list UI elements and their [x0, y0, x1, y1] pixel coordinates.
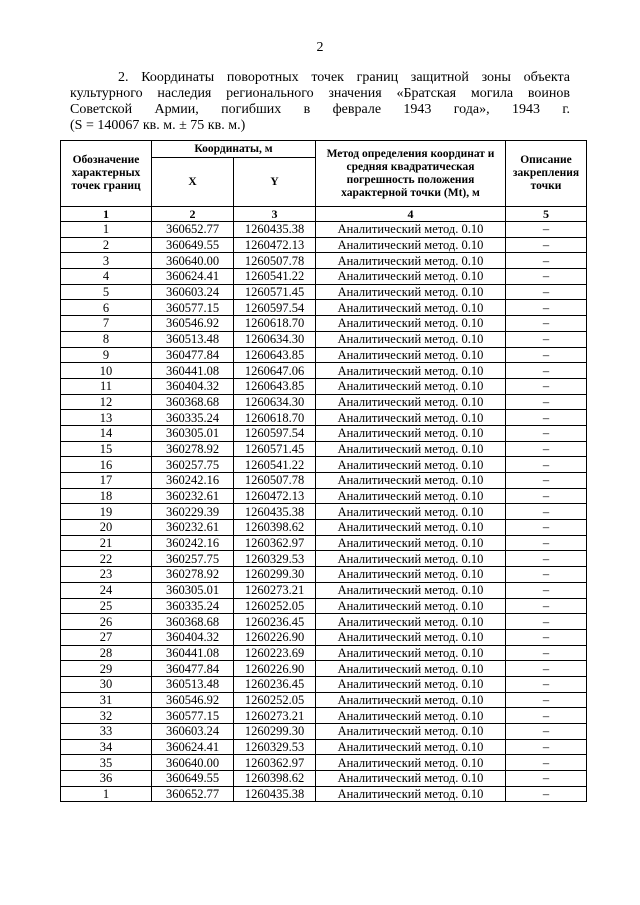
- cell-x: 360441.08: [152, 645, 234, 661]
- cell-x: 360305.01: [152, 425, 234, 441]
- table-row: [61, 598, 587, 614]
- cell-x: 360229.39: [152, 504, 234, 520]
- cell-description: –: [506, 331, 587, 347]
- table-row: [61, 645, 587, 661]
- cell-method: Аналитический метод. 0.10: [316, 504, 506, 520]
- cell-x: 360513.48: [152, 331, 234, 347]
- header-y: Y: [234, 158, 316, 207]
- cell-point: 31: [61, 692, 152, 708]
- column-number-2: 2: [152, 207, 234, 222]
- table-row: [61, 488, 587, 504]
- cell-x: 360257.75: [152, 457, 234, 473]
- table-row: [61, 425, 587, 441]
- cell-point: 7: [61, 316, 152, 332]
- cell-x: 360546.92: [152, 692, 234, 708]
- cell-description: –: [506, 410, 587, 426]
- table-row: [61, 284, 587, 300]
- cell-y: 1260647.06: [234, 363, 316, 379]
- cell-description: –: [506, 222, 587, 238]
- cell-method: Аналитический метод. 0.10: [316, 676, 506, 692]
- cell-description: –: [506, 253, 587, 269]
- cell-description: –: [506, 739, 587, 755]
- cell-y: 1260571.45: [234, 441, 316, 457]
- cell-point: 26: [61, 614, 152, 630]
- cell-description: –: [506, 425, 587, 441]
- cell-description: –: [506, 441, 587, 457]
- cell-point: 14: [61, 425, 152, 441]
- cell-x: 360232.61: [152, 520, 234, 536]
- table-row: [61, 410, 587, 426]
- cell-x: 360404.32: [152, 378, 234, 394]
- cell-y: 1260299.30: [234, 724, 316, 740]
- cell-y: 1260541.22: [234, 457, 316, 473]
- cell-method: Аналитический метод. 0.10: [316, 692, 506, 708]
- cell-x: 360546.92: [152, 316, 234, 332]
- cell-description: –: [506, 645, 587, 661]
- cell-point: 1: [61, 222, 152, 238]
- cell-x: 360278.92: [152, 441, 234, 457]
- table-row: [61, 676, 587, 692]
- cell-point: 25: [61, 598, 152, 614]
- cell-x: 360335.24: [152, 410, 234, 426]
- cell-method: Аналитический метод. 0.10: [316, 724, 506, 740]
- heading-line-2: культурного наследия регионального значения «Братская могила воинов: [70, 86, 570, 101]
- cell-y: 1260362.97: [234, 535, 316, 551]
- cell-x: 360305.01: [152, 582, 234, 598]
- cell-description: –: [506, 614, 587, 630]
- cell-description: –: [506, 488, 587, 504]
- cell-method: Аналитический метод. 0.10: [316, 708, 506, 724]
- cell-method: Аналитический метод. 0.10: [316, 520, 506, 536]
- cell-x: 360652.77: [152, 222, 234, 238]
- cell-y: 1260226.90: [234, 629, 316, 645]
- cell-point: 24: [61, 582, 152, 598]
- cell-method: Аналитический метод. 0.10: [316, 269, 506, 285]
- cell-point: 4: [61, 269, 152, 285]
- cell-method: Аналитический метод. 0.10: [316, 535, 506, 551]
- heading-line-4: (S = 140067 кв. м. ± 75 кв. м.): [70, 118, 246, 133]
- cell-x: 360232.61: [152, 488, 234, 504]
- cell-description: –: [506, 786, 587, 802]
- cell-y: 1260252.05: [234, 692, 316, 708]
- table-row: [61, 771, 587, 787]
- cell-point: 22: [61, 551, 152, 567]
- cell-method: Аналитический метод. 0.10: [316, 786, 506, 802]
- cell-y: 1260329.53: [234, 551, 316, 567]
- cell-method: Аналитический метод. 0.10: [316, 473, 506, 489]
- cell-point: 2: [61, 237, 152, 253]
- cell-method: Аналитический метод. 0.10: [316, 300, 506, 316]
- table-row: [61, 253, 587, 269]
- cell-point: 12: [61, 394, 152, 410]
- cell-description: –: [506, 724, 587, 740]
- cell-y: 1260273.21: [234, 708, 316, 724]
- column-number-1: 1: [61, 207, 152, 222]
- column-number-3: 3: [234, 207, 316, 222]
- cell-description: –: [506, 316, 587, 332]
- cell-point: 35: [61, 755, 152, 771]
- cell-method: Аналитический метод. 0.10: [316, 378, 506, 394]
- cell-method: Аналитический метод. 0.10: [316, 598, 506, 614]
- cell-x: 360603.24: [152, 724, 234, 740]
- cell-x: 360404.32: [152, 629, 234, 645]
- cell-point: 11: [61, 378, 152, 394]
- cell-description: –: [506, 457, 587, 473]
- cell-method: Аналитический метод. 0.10: [316, 237, 506, 253]
- cell-y: 1260398.62: [234, 520, 316, 536]
- header-point: Обозначение характерных точек границ: [61, 141, 152, 207]
- cell-y: 1260571.45: [234, 284, 316, 300]
- cell-point: 1: [61, 786, 152, 802]
- cell-point: 36: [61, 771, 152, 787]
- cell-point: 19: [61, 504, 152, 520]
- cell-method: Аналитический метод. 0.10: [316, 629, 506, 645]
- cell-method: Аналитический метод. 0.10: [316, 614, 506, 630]
- cell-x: 360577.15: [152, 300, 234, 316]
- column-number-4: 4: [316, 207, 506, 222]
- cell-description: –: [506, 363, 587, 379]
- cell-point: 21: [61, 535, 152, 551]
- cell-method: Аналитический метод. 0.10: [316, 441, 506, 457]
- cell-x: 360257.75: [152, 551, 234, 567]
- cell-x: 360640.00: [152, 755, 234, 771]
- header-x: X: [152, 158, 234, 207]
- table-row: [61, 520, 587, 536]
- table-body: [61, 222, 587, 802]
- cell-method: Аналитический метод. 0.10: [316, 347, 506, 363]
- cell-method: Аналитический метод. 0.10: [316, 551, 506, 567]
- column-number-5: 5: [506, 207, 587, 222]
- cell-y: 1260435.38: [234, 504, 316, 520]
- cell-x: 360335.24: [152, 598, 234, 614]
- table-row: [61, 316, 587, 332]
- cell-x: 360441.08: [152, 363, 234, 379]
- table-row: [61, 708, 587, 724]
- heading-line-3: Советской Армии, погибших в феврале 1943 года», 1943 г.: [70, 102, 570, 117]
- cell-method: Аналитический метод. 0.10: [316, 425, 506, 441]
- cell-description: –: [506, 567, 587, 583]
- cell-y: 1260597.54: [234, 425, 316, 441]
- table-row: [61, 457, 587, 473]
- cell-y: 1260362.97: [234, 755, 316, 771]
- cell-point: 34: [61, 739, 152, 755]
- cell-y: 1260398.62: [234, 771, 316, 787]
- table-row: [61, 441, 587, 457]
- cell-method: Аналитический метод. 0.10: [316, 316, 506, 332]
- cell-x: 360640.00: [152, 253, 234, 269]
- cell-x: 360577.15: [152, 708, 234, 724]
- table-row: [61, 551, 587, 567]
- table-row: [61, 504, 587, 520]
- cell-y: 1260236.45: [234, 676, 316, 692]
- table-row: [61, 582, 587, 598]
- cell-x: 360242.16: [152, 473, 234, 489]
- cell-point: 29: [61, 661, 152, 677]
- cell-x: 360624.41: [152, 739, 234, 755]
- cell-y: 1260435.38: [234, 786, 316, 802]
- cell-y: 1260472.13: [234, 488, 316, 504]
- cell-description: –: [506, 300, 587, 316]
- cell-y: 1260507.78: [234, 253, 316, 269]
- cell-method: Аналитический метод. 0.10: [316, 755, 506, 771]
- cell-y: 1260236.45: [234, 614, 316, 630]
- table-row: [61, 378, 587, 394]
- cell-x: 360603.24: [152, 284, 234, 300]
- cell-y: 1260273.21: [234, 582, 316, 598]
- cell-description: –: [506, 535, 587, 551]
- table-row: [61, 237, 587, 253]
- cell-description: –: [506, 504, 587, 520]
- cell-description: –: [506, 771, 587, 787]
- cell-description: –: [506, 520, 587, 536]
- cell-description: –: [506, 551, 587, 567]
- cell-point: 13: [61, 410, 152, 426]
- table-row: [61, 661, 587, 677]
- table-row: [61, 394, 587, 410]
- cell-method: Аналитический метод. 0.10: [316, 410, 506, 426]
- cell-point: 30: [61, 676, 152, 692]
- table-row: [61, 222, 587, 238]
- cell-method: Аналитический метод. 0.10: [316, 661, 506, 677]
- cell-description: –: [506, 394, 587, 410]
- cell-description: –: [506, 347, 587, 363]
- cell-y: 1260472.13: [234, 237, 316, 253]
- section-heading: [70, 70, 570, 134]
- heading-line-1: 2. Координаты поворотных точек границ защитной зоны объекта: [118, 70, 570, 85]
- cell-description: –: [506, 378, 587, 394]
- coordinates-table: [60, 140, 587, 802]
- cell-point: 18: [61, 488, 152, 504]
- cell-y: 1260634.30: [234, 331, 316, 347]
- cell-y: 1260618.70: [234, 316, 316, 332]
- cell-y: 1260634.30: [234, 394, 316, 410]
- cell-x: 360624.41: [152, 269, 234, 285]
- cell-point: 27: [61, 629, 152, 645]
- table-row: [61, 473, 587, 489]
- cell-description: –: [506, 598, 587, 614]
- table-row: [61, 567, 587, 583]
- cell-x: 360278.92: [152, 567, 234, 583]
- table-row: [61, 300, 587, 316]
- cell-x: 360477.84: [152, 661, 234, 677]
- cell-description: –: [506, 473, 587, 489]
- cell-y: 1260643.85: [234, 347, 316, 363]
- cell-point: 10: [61, 363, 152, 379]
- cell-x: 360652.77: [152, 786, 234, 802]
- cell-method: Аналитический метод. 0.10: [316, 363, 506, 379]
- cell-point: 20: [61, 520, 152, 536]
- table-row: [61, 786, 587, 802]
- cell-y: 1260507.78: [234, 473, 316, 489]
- table-row: [61, 692, 587, 708]
- cell-description: –: [506, 269, 587, 285]
- cell-y: 1260618.70: [234, 410, 316, 426]
- cell-description: –: [506, 237, 587, 253]
- header-method: Метод определения координат и средняя квадратическая погрешность положения характерной точки (Mt), м: [316, 141, 506, 207]
- cell-method: Аналитический метод. 0.10: [316, 331, 506, 347]
- table-row: [61, 629, 587, 645]
- cell-point: 23: [61, 567, 152, 583]
- cell-y: 1260252.05: [234, 598, 316, 614]
- cell-method: Аналитический метод. 0.10: [316, 394, 506, 410]
- cell-x: 360368.68: [152, 614, 234, 630]
- cell-method: Аналитический метод. 0.10: [316, 284, 506, 300]
- cell-description: –: [506, 629, 587, 645]
- cell-y: 1260597.54: [234, 300, 316, 316]
- cell-point: 17: [61, 473, 152, 489]
- table-row: [61, 363, 587, 379]
- table-row: [61, 331, 587, 347]
- cell-point: 16: [61, 457, 152, 473]
- cell-y: 1260643.85: [234, 378, 316, 394]
- cell-description: –: [506, 676, 587, 692]
- cell-method: Аналитический метод. 0.10: [316, 457, 506, 473]
- cell-method: Аналитический метод. 0.10: [316, 222, 506, 238]
- cell-point: 9: [61, 347, 152, 363]
- cell-description: –: [506, 284, 587, 300]
- cell-method: Аналитический метод. 0.10: [316, 771, 506, 787]
- cell-x: 360368.68: [152, 394, 234, 410]
- cell-point: 8: [61, 331, 152, 347]
- cell-method: Аналитический метод. 0.10: [316, 567, 506, 583]
- cell-description: –: [506, 692, 587, 708]
- table-row: [61, 614, 587, 630]
- cell-method: Аналитический метод. 0.10: [316, 645, 506, 661]
- cell-x: 360649.55: [152, 237, 234, 253]
- cell-description: –: [506, 755, 587, 771]
- table-row: [61, 739, 587, 755]
- cell-point: 15: [61, 441, 152, 457]
- cell-point: 3: [61, 253, 152, 269]
- table-row: [61, 755, 587, 771]
- cell-description: –: [506, 582, 587, 598]
- cell-x: 360649.55: [152, 771, 234, 787]
- cell-x: 360477.84: [152, 347, 234, 363]
- cell-y: 1260329.53: [234, 739, 316, 755]
- cell-y: 1260299.30: [234, 567, 316, 583]
- page-number: 2: [316, 40, 324, 55]
- cell-y: 1260226.90: [234, 661, 316, 677]
- header-description: Описание закрепления точки: [506, 141, 587, 207]
- table-row: [61, 347, 587, 363]
- cell-method: Аналитический метод. 0.10: [316, 582, 506, 598]
- cell-point: 5: [61, 284, 152, 300]
- cell-point: 33: [61, 724, 152, 740]
- cell-x: 360513.48: [152, 676, 234, 692]
- cell-description: –: [506, 661, 587, 677]
- cell-method: Аналитический метод. 0.10: [316, 253, 506, 269]
- cell-method: Аналитический метод. 0.10: [316, 488, 506, 504]
- cell-point: 6: [61, 300, 152, 316]
- table-row: [61, 724, 587, 740]
- table-row: [61, 269, 587, 285]
- cell-y: 1260541.22: [234, 269, 316, 285]
- header-coords: Координаты, м: [152, 141, 316, 158]
- cell-point: 32: [61, 708, 152, 724]
- cell-y: 1260435.38: [234, 222, 316, 238]
- cell-description: –: [506, 708, 587, 724]
- cell-x: 360242.16: [152, 535, 234, 551]
- cell-point: 28: [61, 645, 152, 661]
- table-row: [61, 535, 587, 551]
- cell-method: Аналитический метод. 0.10: [316, 739, 506, 755]
- cell-y: 1260223.69: [234, 645, 316, 661]
